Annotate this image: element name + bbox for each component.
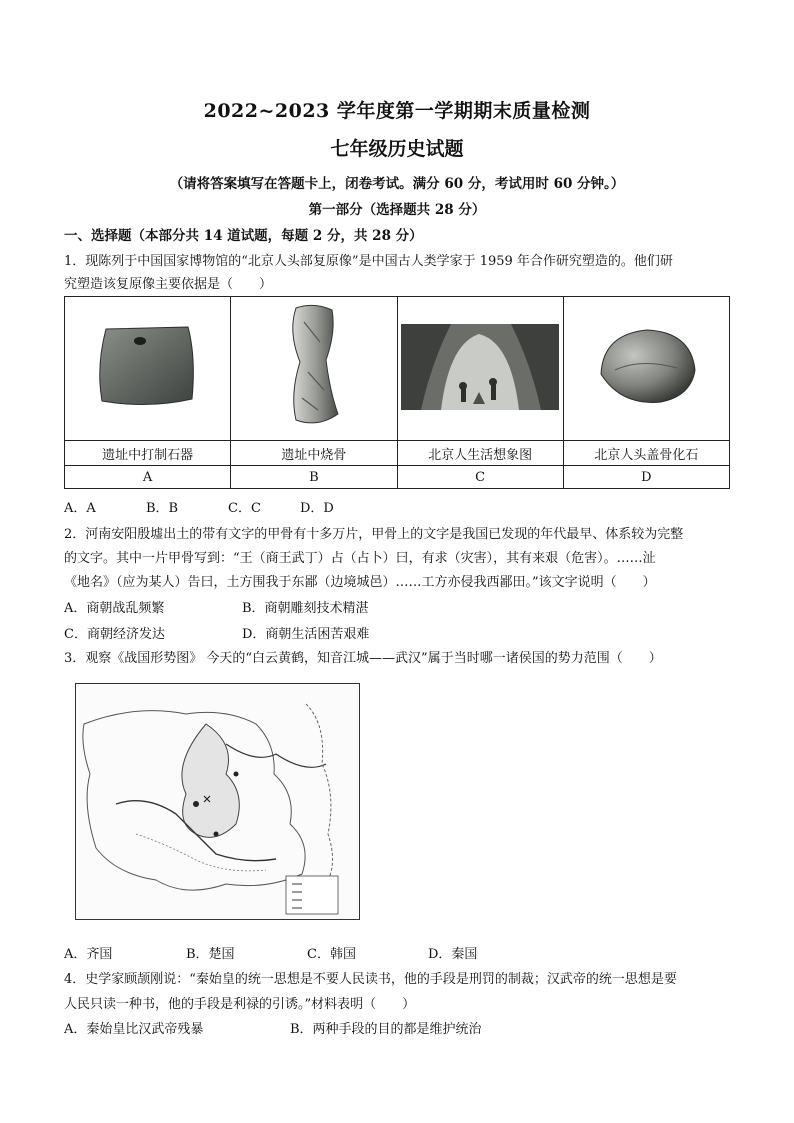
q1-option-b[interactable]: B．B (146, 501, 179, 516)
peking-man-life-image (401, 324, 559, 410)
q3-option-a[interactable]: A．齐国 (64, 947, 113, 962)
q1-stem-line1: 1．现陈列于中国国家博物馆的“北京人头部复原像”是中国古人类学家于 1959 年合作研究塑造的。他们研 (64, 254, 673, 269)
exam-title: 2022~2023 学年度第一学期期末质量检测 (203, 100, 591, 122)
q3-option-c[interactable]: C．韩国 (307, 947, 356, 962)
q1-image-c-cell (397, 297, 563, 441)
q1-letter-b: B (231, 466, 397, 489)
warring-states-map-image (76, 684, 359, 919)
q1-caption-c: 北京人生活想象图 (397, 441, 563, 466)
part-heading: 第一部分（选择题共 28 分） (308, 202, 486, 218)
q3-stem: 3．观察《战国形势图》 今天的“白云黄鹤，知音江城——武汉”属于当时哪一诸侯国的势力范围（ ） (64, 651, 662, 666)
q3-option-b[interactable]: B．楚国 (186, 947, 235, 962)
q1-caption-d: 北京人头盖骨化石 (563, 441, 729, 466)
q4-stem-line1: 4．史学家顾颉刚说：“秦始皇的统一思想是不要人民读书，他的手段是刑罚的制裁；汉武帝的统一思想是要 (64, 972, 677, 987)
q1-image-b-cell (231, 297, 397, 441)
q1-option-d[interactable]: D．D (300, 501, 334, 516)
q2-option-b[interactable]: B．商朝雕刻技术精湛 (242, 601, 369, 616)
burnt-bone-image (274, 302, 354, 432)
exam-notice: （请将答案填写在答题卡上，闭卷考试。满分 60 分，考试用时 60 分钟。） (169, 176, 625, 192)
q1-stem-line2: 究塑造该复原像主要依据是（ ） (64, 277, 273, 292)
q2-option-a[interactable]: A．商朝战乱频繁 (64, 601, 165, 616)
q1-caption-b: 遗址中烧骨 (231, 441, 397, 466)
q1-image-table (64, 296, 730, 489)
q3-option-d[interactable]: D．秦国 (428, 947, 478, 962)
q2-stem-line2: 的文字。其中一片甲骨写到：“王（商王武丁）占（占卜）曰，有求（灾害），其有来艰（危害）。……沚 (64, 551, 656, 566)
q4-option-b[interactable]: B．两种手段的目的都是维护统治 (290, 1022, 482, 1037)
q1-image-a-cell (65, 297, 231, 441)
q4-option-a[interactable]: A．秦始皇比汉武帝残暴 (64, 1022, 204, 1037)
q2-option-d[interactable]: D．商朝生活困苦艰难 (242, 627, 370, 642)
skull-fossil-image (591, 322, 701, 412)
q1-option-c[interactable]: C．C (228, 501, 261, 516)
q2-stem-line3: 《地名》（应为某人）告曰，土方围我于东鄙（边境城邑）……工方亦侵我西鄙田。”该文字说明（ ） (64, 575, 656, 590)
q1-caption-a: 遗址中打制石器 (65, 441, 231, 466)
q1-letter-a: A (65, 466, 231, 489)
q1-letter-d: D (563, 466, 729, 489)
exam-subtitle: 七年级历史试题 (330, 138, 464, 160)
q4-stem-line2: 人民只读一种书，他的手段是利禄的引诱。”材料表明（ ） (64, 997, 416, 1012)
q1-image-d-cell (563, 297, 729, 441)
q2-option-c[interactable]: C．商朝经济发达 (64, 627, 165, 642)
q1-letter-c: C (397, 466, 563, 489)
stone-tool-image (88, 317, 208, 417)
section-heading: 一、选择题（本部分共 14 道试题，每题 2 分，共 28 分） (64, 228, 423, 244)
q1-option-a[interactable]: A．A (64, 501, 96, 516)
q2-stem-line1: 2．河南安阳殷墟出土的带有文字的甲骨有十多万片，甲骨上的文字是我国已发现的年代最早、体系较为完整 (64, 527, 684, 542)
warring-states-map (75, 683, 360, 920)
